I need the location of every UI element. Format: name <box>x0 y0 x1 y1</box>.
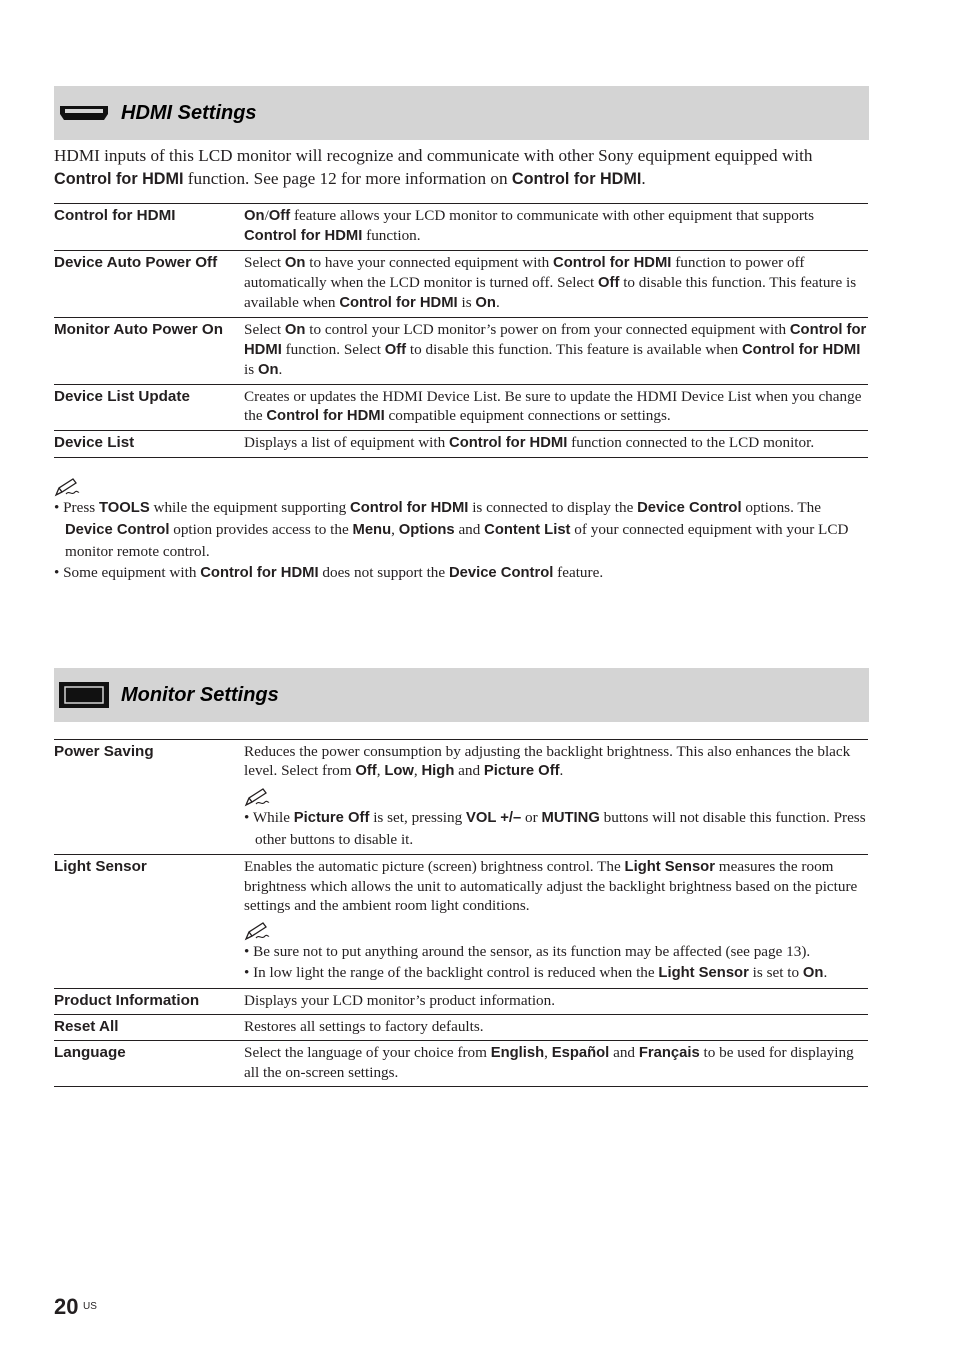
note-item: • Some equipment with Control for HDMI does not support the Device Control feature. <box>54 564 604 581</box>
setting-description: Enables the automatic picture (screen) brightness control. The Light Sensor measures the room brightness which allows the unit to automatically adjust the backlight brightness based on the picture settings and the ambient room light conditions. • Be sure not to put anything around the sensor, as its function may be affected (see page 13). • In low light the range of the backlight control is reduced when the Light Sensor is set to On. <box>244 855 868 989</box>
setting-term: Device List Update <box>54 388 190 405</box>
setting-description: Restores all settings to factory defaults. <box>244 1018 484 1035</box>
setting-term: Control for HDMI <box>54 207 176 224</box>
monitor-settings-header <box>54 668 869 722</box>
pencil-note-icon <box>244 787 270 807</box>
note-item: • While Picture Off is set, pressing VOL +/– or MUTING buttons will not disable this function. Press other buttons to disable it. <box>244 809 866 848</box>
table-row <box>54 204 868 251</box>
page-region-label: US <box>83 1301 97 1312</box>
section-title: HDMI Settings <box>121 102 257 124</box>
table-row <box>54 989 868 1015</box>
setting-term: Light Sensor <box>54 858 147 875</box>
intro-paragraph: HDMI inputs of this LCD monitor will recognize and communicate with other Sony equipment equipped with Control for HDMI function. See page 12 for more information on Control for HDMI. <box>54 146 813 188</box>
setting-description: Select the language of your choice from English, Español and Français to be used for displaying all the on-screen settings. <box>244 1044 854 1081</box>
table-row <box>54 385 868 431</box>
table-row <box>54 855 868 989</box>
table-row <box>54 1015 868 1041</box>
setting-description: Select On to control your LCD monitor’s power on from your connected equipment with Control for HDMI function. Select Off to disable this function. This feature is available when Control for HDMI is On. <box>244 321 867 378</box>
setting-description: Select On to have your connected equipment with Control for HDMI function to power off automatically when the LCD monitor is turned off. Select Off to disable this function. This feature is available when Control for HDMI is On. <box>244 254 857 311</box>
pencil-note-icon <box>54 477 80 497</box>
page-number: 20 <box>54 1294 79 1319</box>
setting-description: On/Off feature allows your LCD monitor to communicate with other equipment that supports Control for HDMI function. <box>244 207 815 244</box>
setting-description: Reduces the power consumption by adjusting the backlight brightness. This also enhances the black level. Select from Off, Low, High and Picture Off. • While Picture Off is set, pressing VOL +/– or MUTING buttons will not disable this function. Press other buttons to disable it. <box>244 740 868 855</box>
hdmi-settings-header <box>54 86 869 140</box>
setting-description: Creates or updates the HDMI Device List. Be sure to update the HDMI Device List when you change the Control for HDMI compatible equipment connections or settings. <box>244 388 862 424</box>
setting-description: Displays a list of equipment with Control for HDMI function connected to the LCD monitor. <box>244 434 815 451</box>
setting-term: Product Information <box>54 992 200 1009</box>
hdmi-notes <box>54 477 869 584</box>
monitor-icon <box>58 681 110 709</box>
setting-description: Displays your LCD monitor’s product information. <box>244 992 556 1009</box>
setting-term: Reset All <box>54 1018 119 1035</box>
note-item: • In low light the range of the backlight control is reduced when the Light Sensor is set to On. <box>244 964 828 981</box>
section-title: Monitor Settings <box>121 684 279 706</box>
pencil-note-icon <box>244 921 270 941</box>
setting-term: Language <box>54 1044 126 1061</box>
setting-term: Monitor Auto Power On <box>54 321 224 338</box>
table-row <box>54 318 868 385</box>
table-row <box>54 1041 868 1087</box>
table-row <box>54 431 868 458</box>
table-row <box>54 740 868 855</box>
setting-term: Power Saving <box>54 743 154 760</box>
note-item: • Be sure not to put anything around the sensor, as its function may be affected (see page 13). <box>244 943 811 960</box>
table-row <box>54 251 868 318</box>
hdmi-connector-icon <box>58 104 110 122</box>
hdmi-settings-table <box>54 203 868 458</box>
setting-term: Device Auto Power Off <box>54 254 218 271</box>
monitor-settings-table <box>54 739 868 1087</box>
setting-term: Device List <box>54 434 135 451</box>
note-item: • Press TOOLS while the equipment supporting Control for HDMI is connected to display the Device Control options. The Device Control option provides access to the Menu, Options and Content List of your connected equipment with your LCD monitor remote control. <box>54 499 849 560</box>
